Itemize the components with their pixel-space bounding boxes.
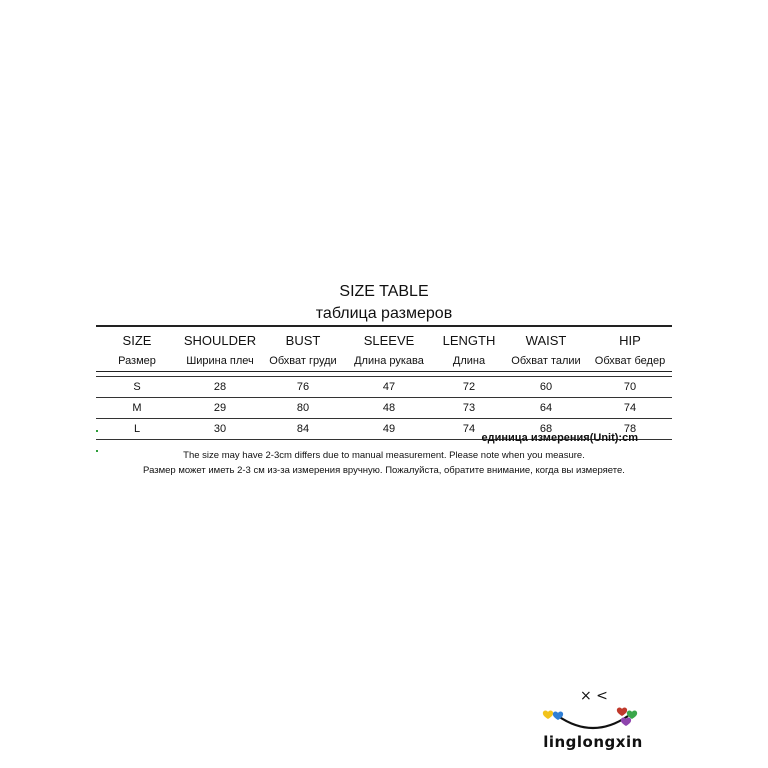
table-cell: 47 bbox=[344, 377, 434, 398]
column-header-ru: Ширина плеч bbox=[178, 351, 262, 372]
table-cell: 76 bbox=[262, 377, 344, 398]
table-cell: M bbox=[96, 398, 178, 419]
table-cell: 73 bbox=[434, 398, 504, 419]
logo-smile bbox=[558, 716, 628, 728]
column-header-ru: Обхват груди bbox=[262, 351, 344, 372]
column-header: SLEEVE bbox=[344, 326, 434, 351]
column-header: BUST bbox=[262, 326, 344, 351]
table-subtitle: таблица размеров bbox=[315, 305, 453, 322]
unit-label: единица измерения(Unit):cm bbox=[481, 432, 638, 444]
column-header: LENGTH bbox=[434, 326, 504, 351]
column-header-ru: Длина рукава bbox=[344, 351, 434, 372]
table-cell: 49 bbox=[344, 419, 434, 440]
column-header: HIP bbox=[588, 326, 672, 351]
table-cell: 78 bbox=[588, 419, 672, 440]
brand-logo-text: linglongxin bbox=[543, 733, 643, 751]
table-cell: 74 bbox=[588, 398, 672, 419]
column-header-ru: Обхват бедер bbox=[588, 351, 672, 372]
logo-eyes: × < bbox=[580, 688, 608, 704]
column-header-ru: Длина bbox=[434, 351, 504, 372]
table-cell: 60 bbox=[504, 377, 588, 398]
heart-icon bbox=[617, 708, 627, 716]
table-cell: 70 bbox=[588, 377, 672, 398]
column-header-ru: Обхват талии bbox=[504, 351, 588, 372]
green-mark bbox=[96, 430, 98, 432]
note-russian: Размер может иметь 2-3 см из-за измерения вручную. Пожалуйста, обратите внимание, когда вы измеряете. bbox=[143, 465, 625, 476]
table-cell: 68 bbox=[504, 419, 588, 440]
table-cell: 84 bbox=[262, 419, 344, 440]
table-cell: 29 bbox=[178, 398, 262, 419]
table-title: SIZE TABLE bbox=[339, 283, 429, 300]
column-header: SHOULDER bbox=[178, 326, 262, 351]
table-row bbox=[96, 377, 672, 398]
table-cell: 28 bbox=[178, 377, 262, 398]
table-cell: 30 bbox=[178, 419, 262, 440]
table-cell: 74 bbox=[434, 419, 504, 440]
column-header: SIZE bbox=[96, 326, 178, 351]
heart-icon bbox=[621, 718, 631, 726]
header-row-ru bbox=[96, 351, 672, 372]
header-row-en bbox=[96, 326, 672, 351]
table-cell: L bbox=[96, 419, 178, 440]
table-cell: S bbox=[96, 377, 178, 398]
table-cell: 80 bbox=[262, 398, 344, 419]
table-cell: 64 bbox=[504, 398, 588, 419]
column-header-ru: Размер bbox=[96, 351, 178, 372]
note-english: The size may have 2-3cm differs due to manual measurement. Please note when you measure. bbox=[183, 450, 585, 461]
column-header: WAIST bbox=[504, 326, 588, 351]
table-cell: 72 bbox=[434, 377, 504, 398]
table-cell: 48 bbox=[344, 398, 434, 419]
table-row bbox=[96, 398, 672, 419]
heart-icon bbox=[543, 711, 553, 719]
size-table bbox=[96, 325, 672, 440]
